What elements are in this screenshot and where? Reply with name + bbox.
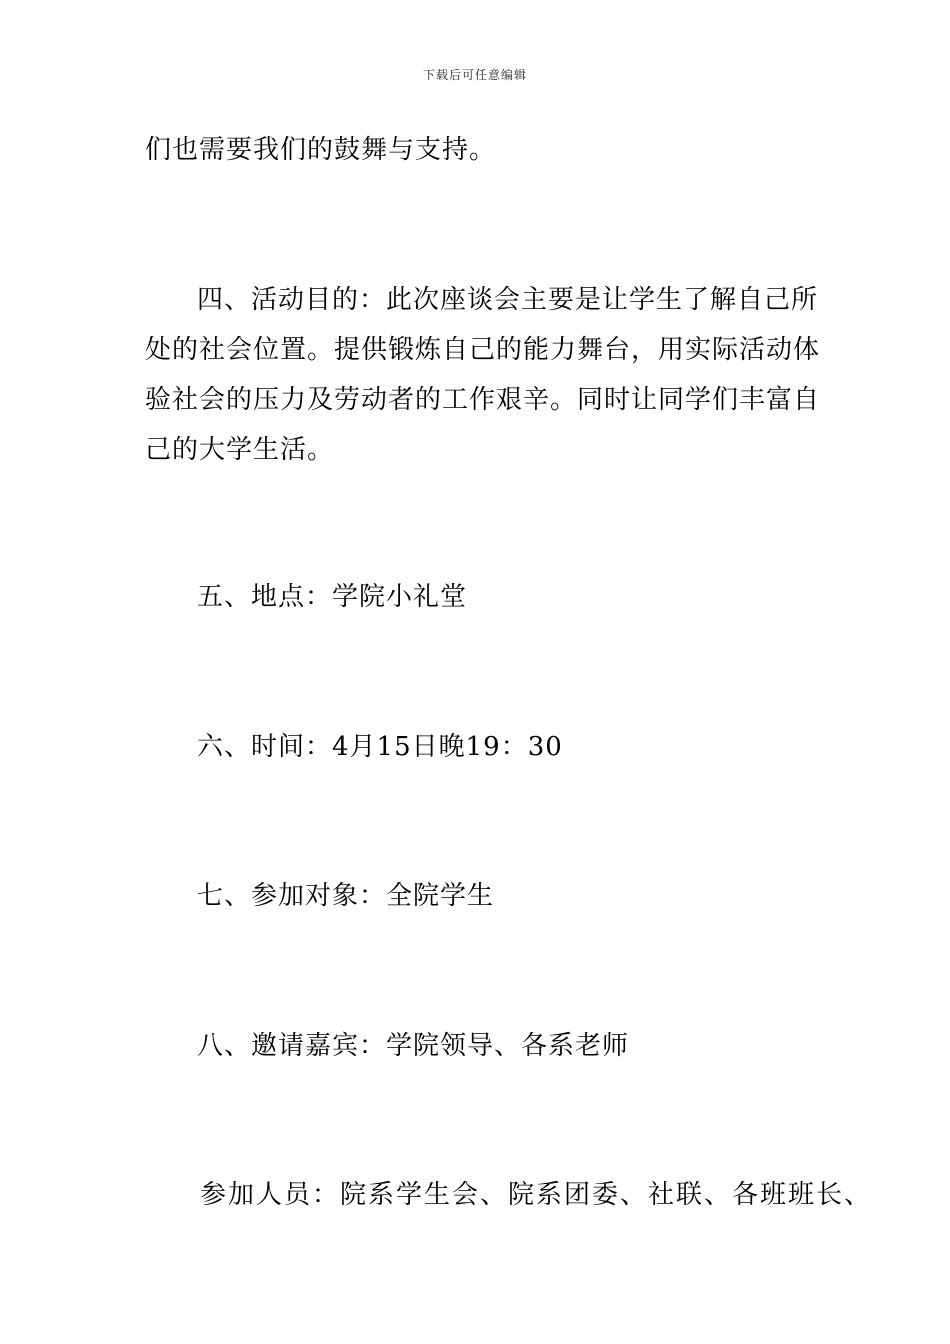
section-invited-guests: 八、邀请嘉宾：学院领导、各系老师 bbox=[197, 1031, 630, 1061]
header-note: 下载后可任意编辑 bbox=[422, 68, 527, 82]
purpose-line-4: 己的大学生活。 bbox=[145, 435, 335, 465]
purpose-line-3: 验社会的压力及劳动者的工作艰辛。同时让同学们丰富自 bbox=[145, 385, 821, 415]
section-participants-target: 七、参加对象：全院学生 bbox=[197, 881, 495, 911]
purpose-line-1: 四、活动目的：此次座谈会主要是让学生了解自己所 bbox=[197, 285, 819, 315]
purpose-line-2: 处的社会位置。提供锻炼自己的能力舞台，用实际活动体 bbox=[145, 335, 821, 365]
section-location: 五、地点：学院小礼堂 bbox=[197, 582, 468, 612]
section-time: 六、时间：4月15日晚19：30 bbox=[197, 732, 563, 762]
continued-paragraph-line: 们也需要我们的鼓舞与支持。 bbox=[145, 135, 497, 165]
section-attendees: 参加人员：院系学生会、院系团委、社联、各班班长、 bbox=[200, 1180, 873, 1210]
